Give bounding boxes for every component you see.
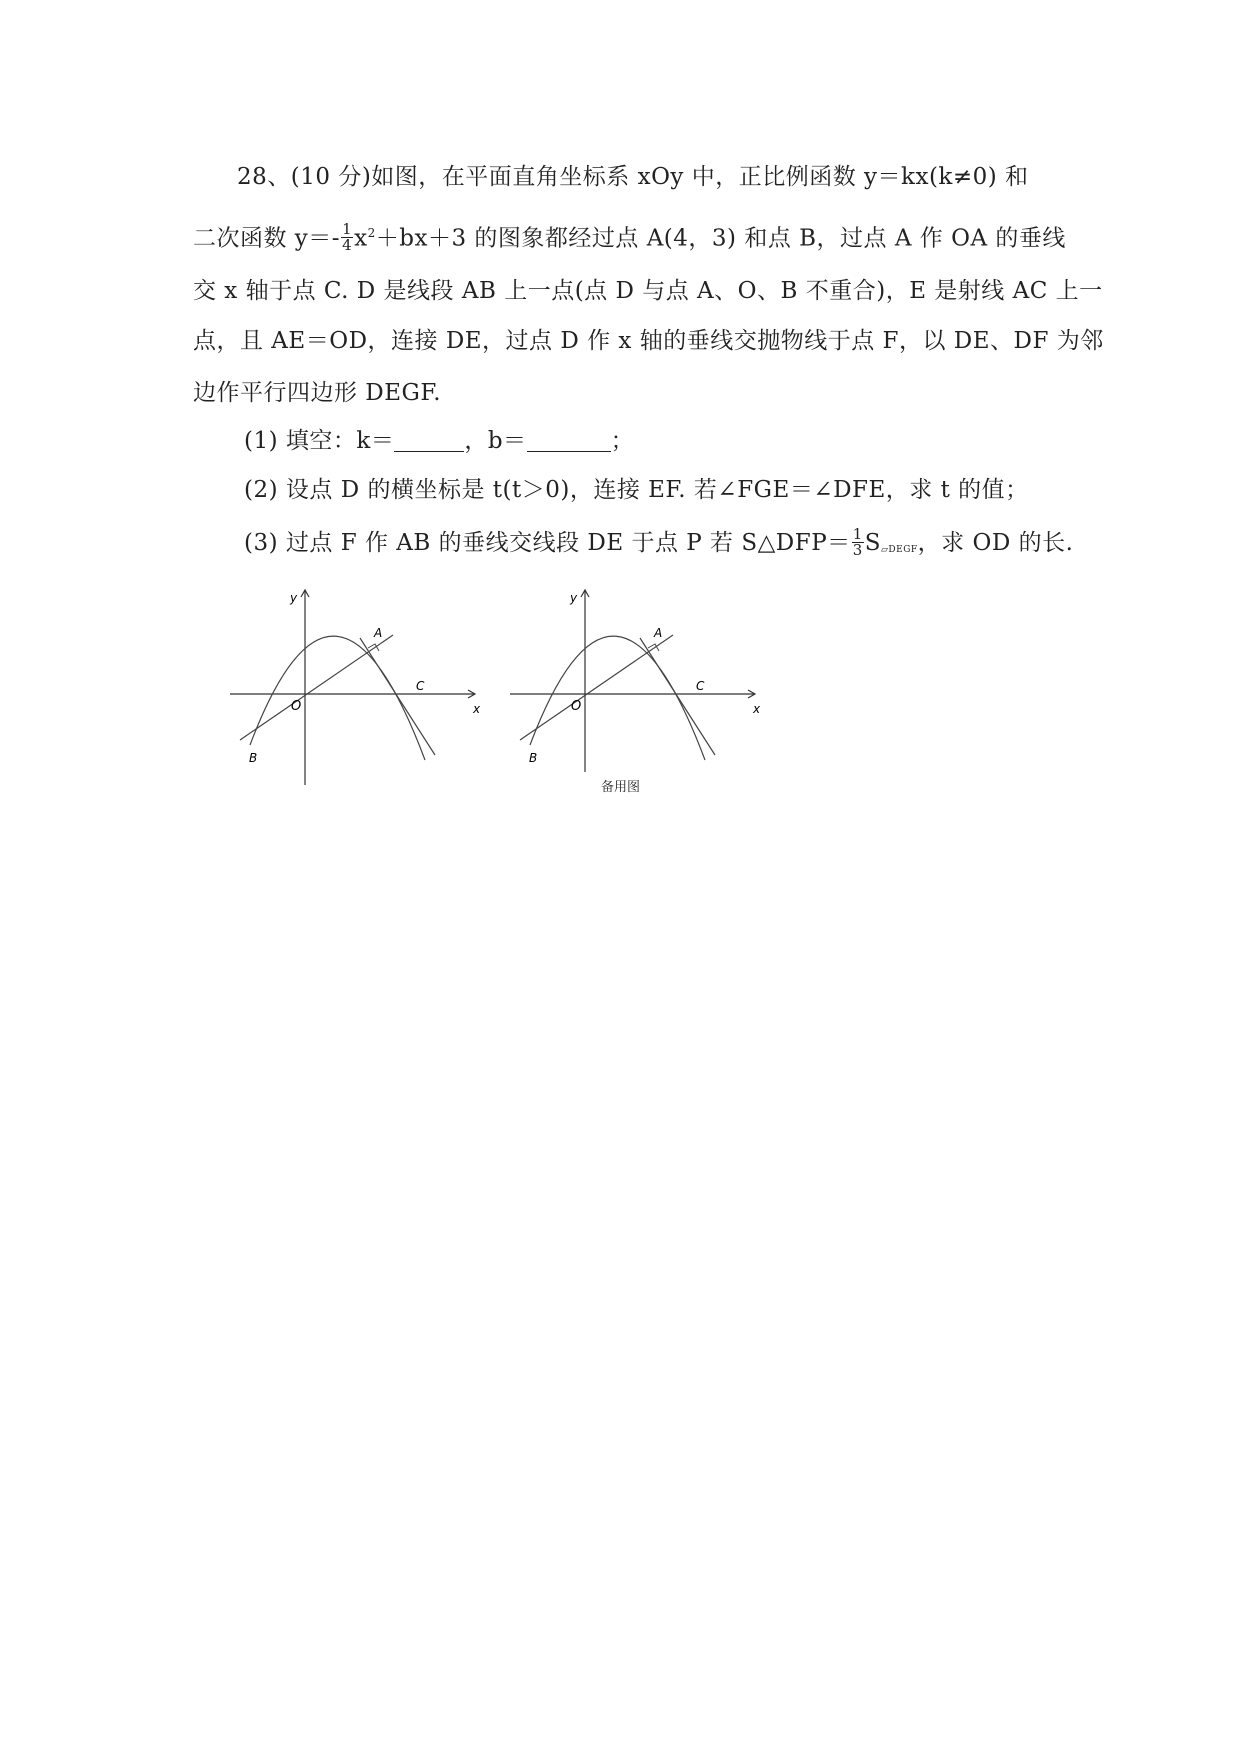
graph-spare <box>505 572 765 782</box>
problem-text: 二次函数 y＝- <box>193 225 341 252</box>
problem-text: x <box>354 225 368 252</box>
problem-line-5 <box>193 378 1053 408</box>
problem-text: 点，且 AE＝OD，连接 DE，过点 D 作 x 轴的垂线交抛物线于点 F，以 DE、DF 为邻 <box>193 328 1104 354</box>
problem-text: 28、(10 分)如图，在平面直角坐标系 xOy 中，正比例函数 y＝kx(k≠0) 和 <box>237 164 1029 190</box>
y-axis-label: y <box>290 591 298 605</box>
problem-line-3 <box>193 276 1103 306</box>
problem-line-1 <box>193 162 1053 192</box>
point-a-label: A <box>374 626 383 640</box>
point-b-label: B <box>249 751 258 765</box>
figure-spare <box>505 572 765 786</box>
problem-line-4 <box>193 326 1104 356</box>
point-a-label: A <box>654 626 663 640</box>
line-oa <box>240 635 393 740</box>
question-1 <box>244 426 634 456</box>
point-c-label: C <box>416 679 425 693</box>
question-text: ； <box>610 428 635 454</box>
x-axis-label: x <box>473 702 481 716</box>
fraction-one-third <box>852 524 864 559</box>
graph-main <box>225 580 485 790</box>
problem-text: 边作平行四边形 DEGF. <box>193 380 442 406</box>
exponent: 2 <box>367 226 376 240</box>
x-axis-label: x <box>753 702 761 716</box>
line-ac <box>640 638 715 755</box>
fraction-numerator: 1 <box>852 524 863 543</box>
figure-caption: 备用图 <box>601 780 641 795</box>
line-oa <box>520 635 673 740</box>
origin-label: O <box>291 699 302 714</box>
question-3 <box>244 524 1074 565</box>
point-b-label: B <box>529 751 538 765</box>
question-text: ，b＝ <box>464 428 527 454</box>
fraction-denominator: 3 <box>852 540 863 559</box>
answer-blank-b[interactable] <box>527 429 611 452</box>
fraction-numerator: 1 <box>342 220 353 239</box>
line-ac <box>360 638 435 755</box>
problem-text: ＋bx＋3 的图象都经过点 A(4，3) 和点 B，过点 A 作 OA 的垂线 <box>375 225 1066 252</box>
problem-line-2 <box>193 218 1066 255</box>
question-text: (2) 设点 D 的横坐标是 t(t＞0)，连接 EF. 若∠FGE＝∠DFE，求 t 的值； <box>244 477 1029 503</box>
question-text: (3) 过点 F 作 AB 的垂线交线段 DE 于点 P 若 S△DFP＝ <box>244 530 851 556</box>
origin-label: O <box>571 699 582 714</box>
subscript: ▱DEGF <box>881 545 918 555</box>
y-axis-label: y <box>570 591 578 605</box>
figure-main <box>225 580 485 794</box>
fraction-one-quarter <box>341 222 353 253</box>
fraction-denominator: 4 <box>342 236 353 255</box>
answer-blank-k[interactable] <box>394 429 464 452</box>
point-c-label: C <box>696 679 705 693</box>
question-2 <box>244 475 1029 505</box>
question-text: S <box>864 530 881 556</box>
question-text: (1) 填空：k＝ <box>244 428 395 454</box>
problem-text: 交 x 轴于点 C. D 是线段 AB 上一点(点 D 与点 A、O、B 不重合)，E 是射线 AC 上一 <box>193 278 1103 304</box>
question-text: ，求 OD 的长. <box>917 530 1074 556</box>
